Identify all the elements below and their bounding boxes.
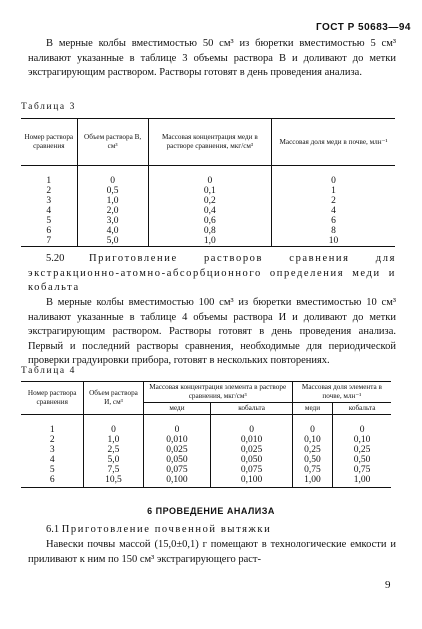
table-row: 3 1,0 0,2 2 (21, 196, 395, 206)
table-row: 3 2,5 0,025 0,025 0,25 0,25 (21, 445, 391, 455)
table-4 (21, 381, 391, 488)
table-row: 4 5,0 0,050 0,050 0,50 0,50 (21, 455, 391, 465)
table-4-header-number: Номер раствора сравнения (21, 382, 84, 415)
table-row: 5 7,5 0,075 0,075 0,75 0,75 (21, 465, 391, 475)
table-4-caption: Таблица 4 (21, 366, 77, 376)
clause-title: Приготовление почвенной вытяжки (61, 524, 272, 535)
table-4-header-volume: Объем раствора И, см³ (84, 382, 143, 415)
table-3-header-concentration: Массовая концентрация меди в растворе сравнения, мкг/см³ (148, 119, 271, 166)
section-title: 6 ПРОВЕДЕНИЕ АНАЛИЗА (147, 506, 275, 516)
paragraph-6-1-heading (28, 523, 396, 538)
table-3-header-row (21, 119, 395, 166)
table-4-subheader-copper: меди (143, 403, 211, 415)
paragraph-copper-cobalt-solutions: В мерные колбы вместимостью 100 см³ из бюретки вместимостью 10 см³ наливают указанные в таблице 4 объемы раствора И и доливают до метки экстрагирующим раствором. Растворы готовят в день проведения анализа. Первый и последний растворы сравнения, необходимые для периодической проверки градуировки прибора, готовят в нескольких повторениях. (28, 297, 396, 366)
clause-title: Приготовление растворов сравнения для экстракционно-атомно-абсорбционного определения меди и кобальта (28, 253, 397, 293)
standard-header: ГОСТ Р 50683—94 (315, 22, 411, 33)
table-4-header-mass-fraction: Массовая доля элемента в почве, млн⁻¹ (292, 382, 391, 403)
table-row: 4 2,0 0,4 4 (21, 206, 395, 216)
table-row: 5 3,0 0,6 6 (21, 216, 395, 226)
table-3-header-number: Номер раствора сравнения (21, 119, 77, 166)
table-row: 6 10,5 0,100 0,100 1,00 1,00 (21, 475, 391, 488)
clause-number: 6.1 (46, 524, 60, 535)
table-row: 1 0 0 0 (21, 166, 395, 187)
table-row: 2 1,0 0,010 0,010 0,10 0,10 (21, 435, 391, 445)
clause-number: 5.20 (46, 253, 65, 264)
table-3-header-volume: Объем раствора В, см³ (77, 119, 148, 166)
table-3-header-mass-fraction: Массовая доля меди в почве, млн⁻¹ (272, 119, 395, 166)
table-4-subheader-copper: меди (292, 403, 332, 415)
table-4-subheader-cobalt: кобальта (211, 403, 292, 415)
table-row: 6 4,0 0,8 8 (21, 226, 395, 236)
table-row: 1 0 0 0 0 0 (21, 415, 391, 436)
table-row: 2 0,5 0,1 1 (21, 186, 395, 196)
table-row: 7 5,0 1,0 10 (21, 236, 395, 247)
table-3 (21, 118, 395, 247)
table-3-caption: Таблица 3 (21, 102, 77, 112)
page-number: 9 (385, 579, 391, 591)
table-4-header-concentration: Массовая концентрация элемента в растворе сравнения, мкг/см³ (143, 382, 292, 403)
paragraph-5-20-heading (28, 252, 396, 296)
table-4-header-row (21, 382, 391, 403)
paragraph-copper-solutions: В мерные колбы вместимостью 50 см³ из бюретки вместимостью 5 см³ наливают указанные в таблице 3 объемы раствора В и доливают до метки экстрагирующим раствором. Растворы готовят в день проведения анализа. (28, 38, 396, 78)
paragraph-soil-samples: Навески почвы массой (15,0±0,1) г помещают в технологические емкости и приливают к ним по 150 см³ экстрагирующего раст- (28, 539, 396, 565)
table-4-subheader-cobalt: кобальта (333, 403, 391, 415)
